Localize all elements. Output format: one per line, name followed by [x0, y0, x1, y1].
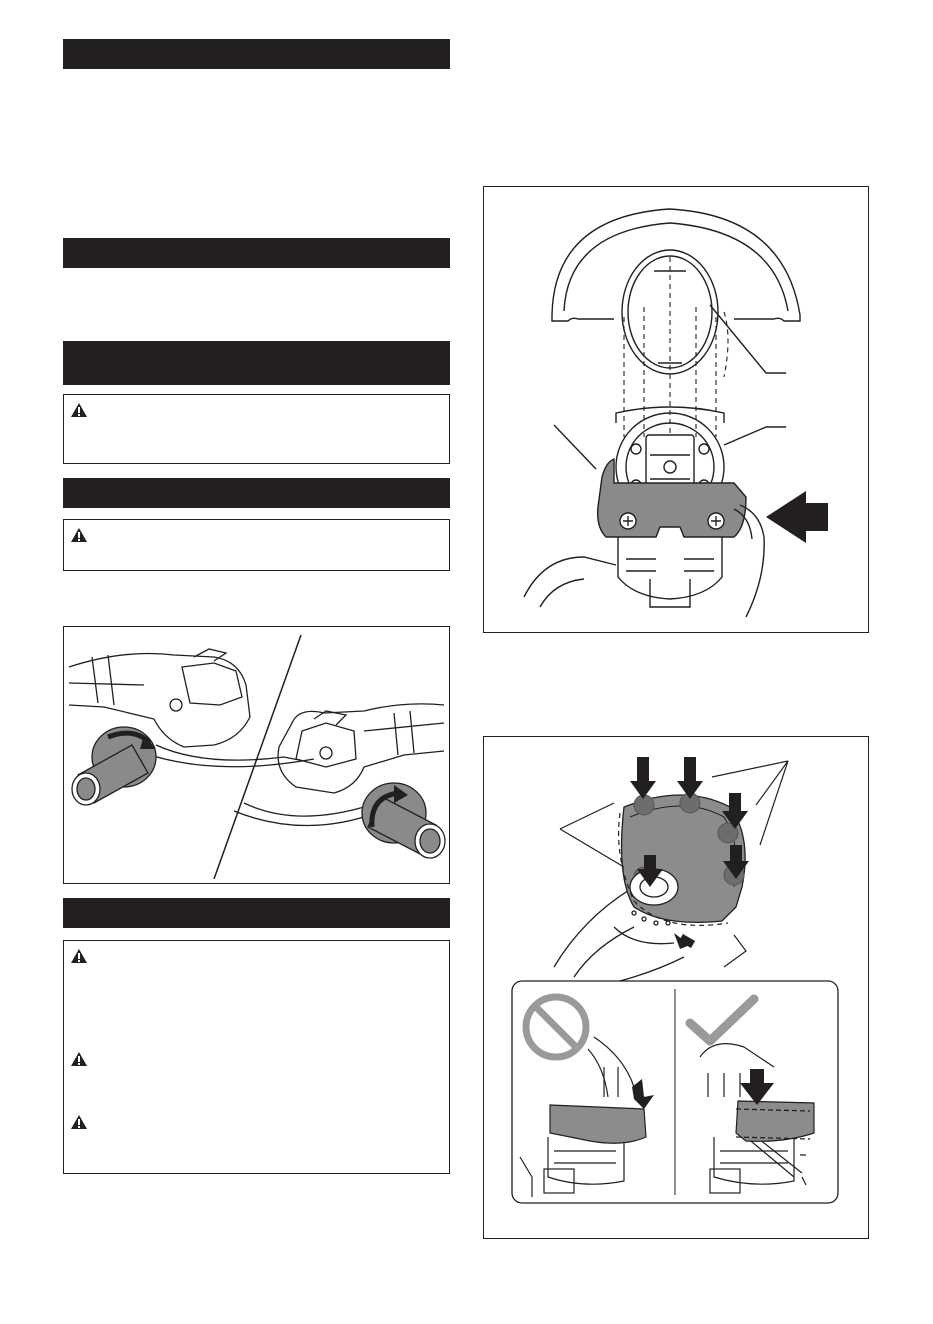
section-header-bar-3: [63, 341, 450, 385]
warning-triangle-icon: [70, 402, 88, 418]
caution-box-1: [63, 394, 450, 464]
section-header-bar-5: [63, 898, 450, 928]
warning-triangle-icon: [70, 1051, 88, 1067]
side-handle-illustration: [64, 627, 449, 883]
section-header-bar-1: [63, 39, 450, 69]
figure-side-handle: [63, 626, 450, 884]
warning-triangle-icon: [70, 948, 88, 964]
caution-box-3: [63, 940, 450, 1174]
warning-triangle-icon: [70, 1114, 88, 1130]
warning-triangle-icon: [70, 527, 88, 543]
figure-wheel-guard-alignment: [483, 186, 869, 633]
figure-wheel-guard-installation: [483, 736, 869, 1239]
section-header-bar-2: [63, 238, 450, 268]
wheel-guard-installation-illustration: [484, 737, 868, 1238]
section-header-bar-4: [63, 478, 450, 508]
caution-box-2: [63, 519, 450, 571]
wheel-guard-alignment-illustration: [484, 187, 868, 632]
